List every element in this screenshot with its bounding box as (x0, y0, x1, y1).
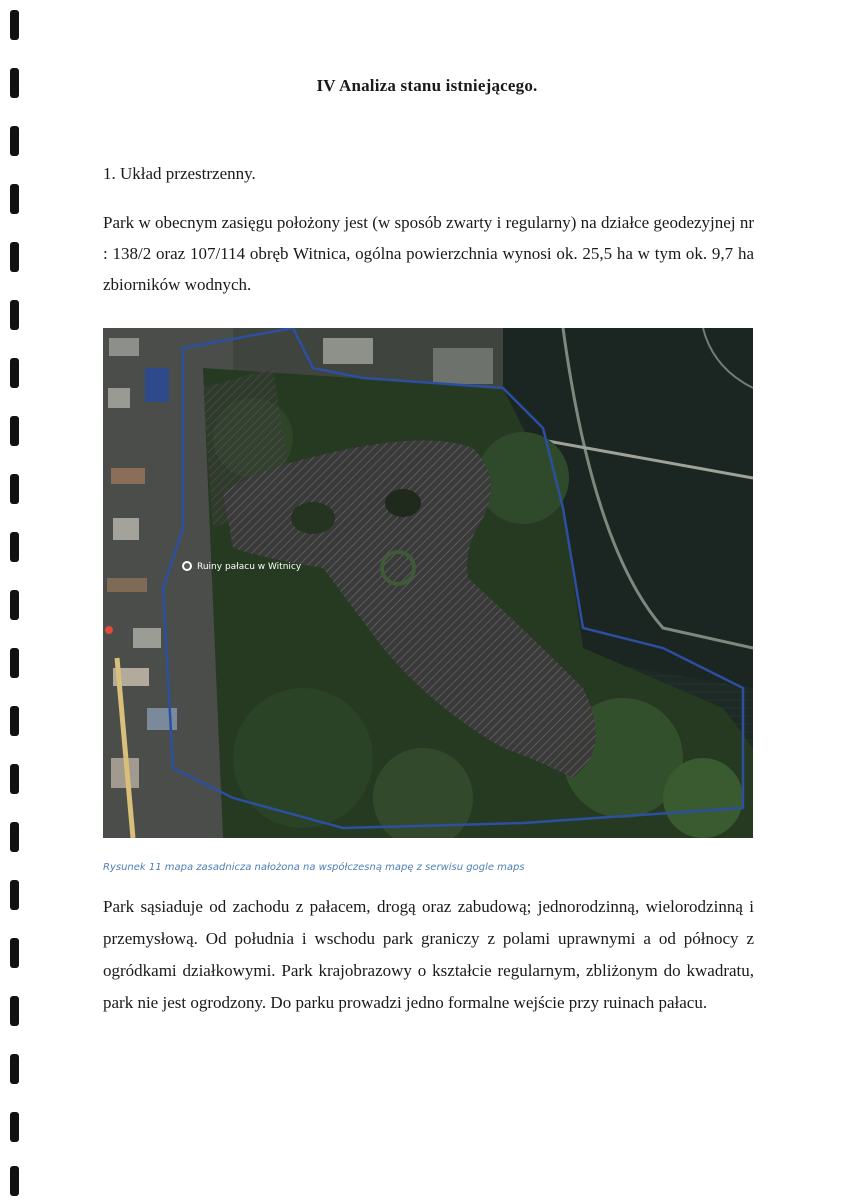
paragraph-intro: Park w obecnym zasięgu położony jest (w sposób zwarty i regularny) na działce geodezyjnej nr : 138/2 oraz 107/114 obręb Witnica, ogólna powierzchnia wynosi ok. 25,5 ha w tym ok. 9,7 ha zbiorników wodnych. (103, 213, 754, 294)
figure-caption: Rysunek 11 mapa zasadnicza nałożona na współczesną mapę z serwisu gogle maps (103, 862, 525, 873)
page-title: IV Analiza stanu istniejącego. (316, 76, 538, 95)
ruins-marker (182, 561, 192, 571)
location-pin-icon (105, 626, 113, 634)
binding-holes (0, 0, 30, 1200)
satellite-map-figure (103, 328, 753, 838)
paragraph-neighbourhood: Park sąsiaduje od zachodu z pałacem, drogą oraz zabudową; jednorodzinną, wielorodzinną i przemysłową. Od południa i wschodu park graniczy z polami uprawnymi a od północy z ogródkami działkowymi. Park krajobrazowy o kształcie regularnym, zbliżonym do kwadratu, park nie jest ogrodzony. Do parku prowadzi jedno formalne wejście przy ruinach pałacu. (103, 897, 754, 1012)
section-heading: 1. Układ przestrzenny. (103, 164, 256, 183)
map-label-ruins: Ruiny pałacu w Witnicy (197, 562, 302, 572)
